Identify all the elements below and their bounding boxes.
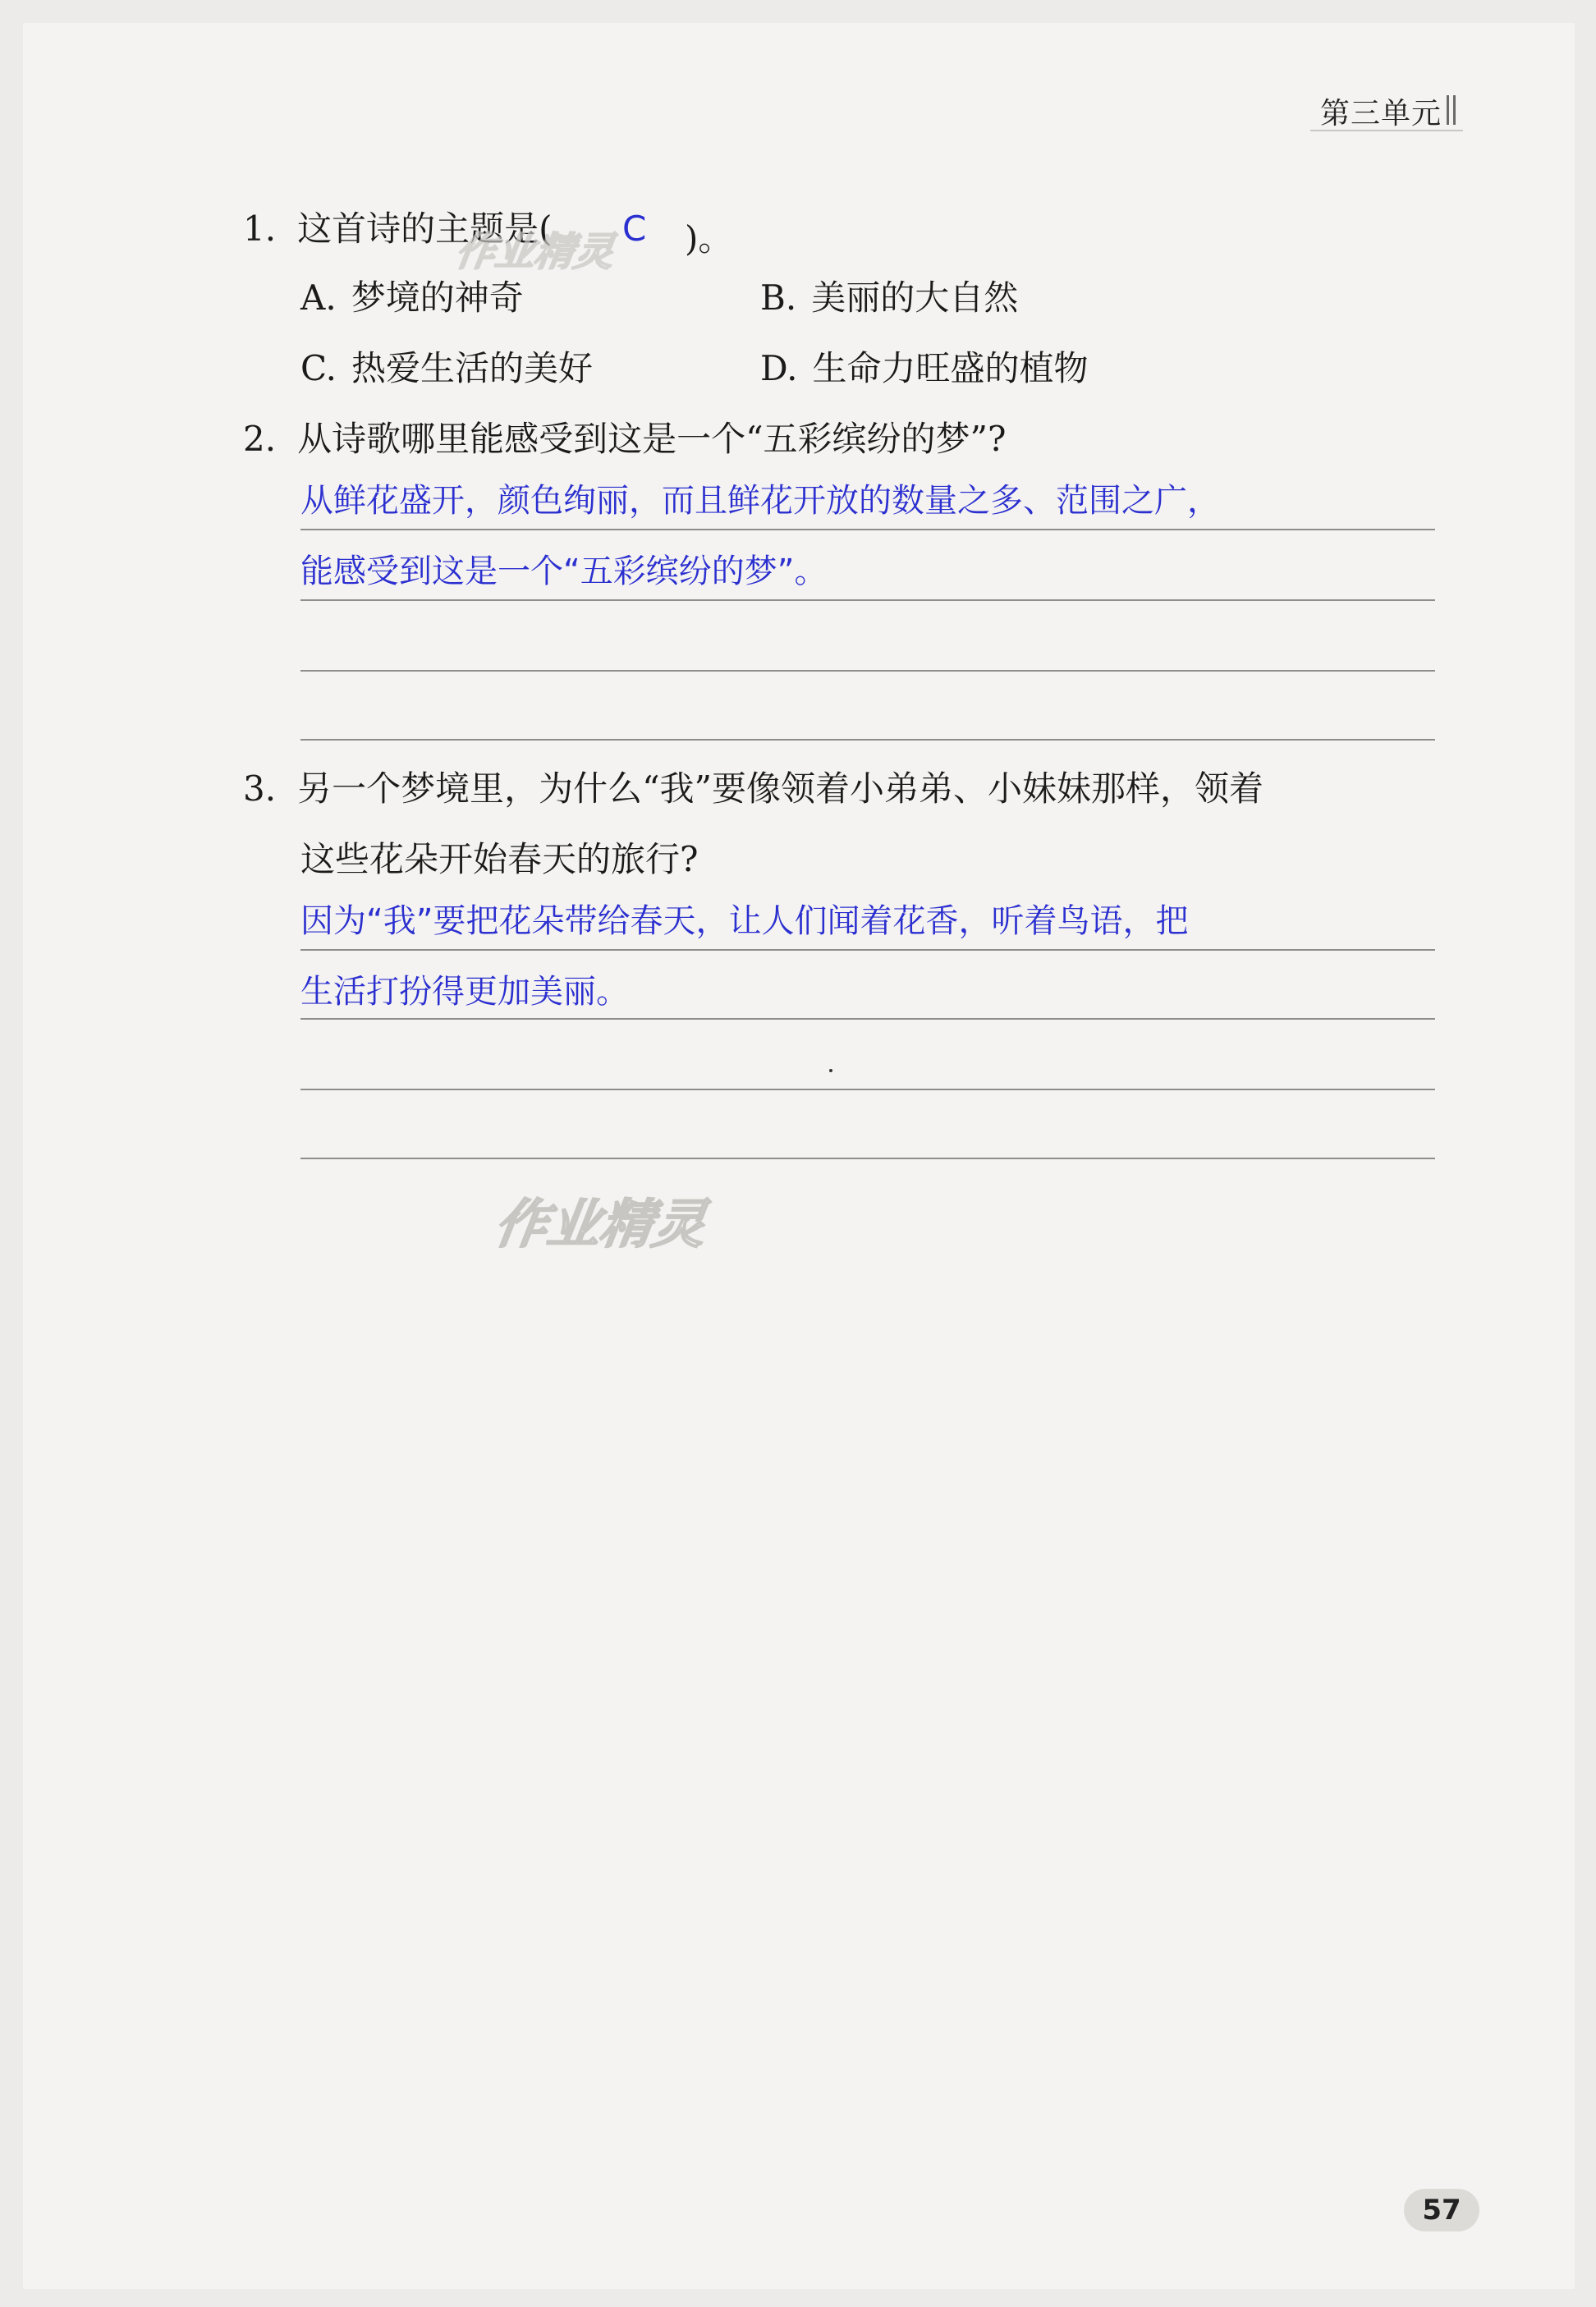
answer-rule xyxy=(300,1018,1435,1020)
question-2 xyxy=(243,419,1007,459)
question-1-answer: C xyxy=(622,209,647,249)
answer-rule xyxy=(300,1158,1435,1159)
answer-rule xyxy=(300,1089,1435,1090)
option-a: A. 梦境的神奇 xyxy=(300,277,524,318)
question-3-text-line-2: 这些花朵开始春天的旅行? xyxy=(300,839,699,879)
watermark-logo: 作业精灵 xyxy=(452,229,617,275)
question-1-text-after: )。 xyxy=(685,218,733,259)
question-2-answer-line-1: 从鲜花盛开，颜色绚丽，而且鲜花开放的数量之多、范围之广， xyxy=(300,482,1220,520)
page-number: 57 xyxy=(1422,2194,1461,2227)
question-3-text-line-1: 另一个梦境里，为什么“我”要像领着小弟弟、小妹妹那样，领着 xyxy=(297,768,1264,809)
question-3 xyxy=(243,768,1264,809)
option-b: B. 美丽的大自然 xyxy=(760,277,1019,318)
question-1-number: 1. xyxy=(243,209,277,249)
option-c: C. 热爱生活的美好 xyxy=(300,348,594,388)
question-3-answer-line-1: 因为“我”要把花朵带给春天，让人们闻着花香，听着鸟语，把 xyxy=(300,902,1189,940)
watermark-logo: 作业精灵 xyxy=(490,1195,710,1255)
question-3-answer-line-2: 生活打扮得更加美丽。 xyxy=(300,973,629,1011)
answer-rule xyxy=(300,739,1435,741)
header-bars-icon xyxy=(1447,95,1458,125)
answer-rule xyxy=(300,949,1435,951)
option-d: D. 生命力旺盛的植物 xyxy=(760,348,1089,388)
stray-mark xyxy=(829,1069,832,1072)
answer-rule xyxy=(300,670,1435,672)
question-2-text: 从诗歌哪里能感受到这是一个“五彩缤纷的梦”? xyxy=(297,419,1007,459)
answer-rule xyxy=(300,599,1435,601)
question-1-text: 这首诗的主题是( xyxy=(297,209,553,249)
question-2-number: 2. xyxy=(243,419,277,459)
question-2-answer-line-2: 能感受到这是一个“五彩缤纷的梦”。 xyxy=(300,553,828,590)
question-3-number: 3. xyxy=(243,768,277,809)
answer-rule xyxy=(300,529,1435,530)
unit-label: 第三单元 xyxy=(1320,97,1442,131)
